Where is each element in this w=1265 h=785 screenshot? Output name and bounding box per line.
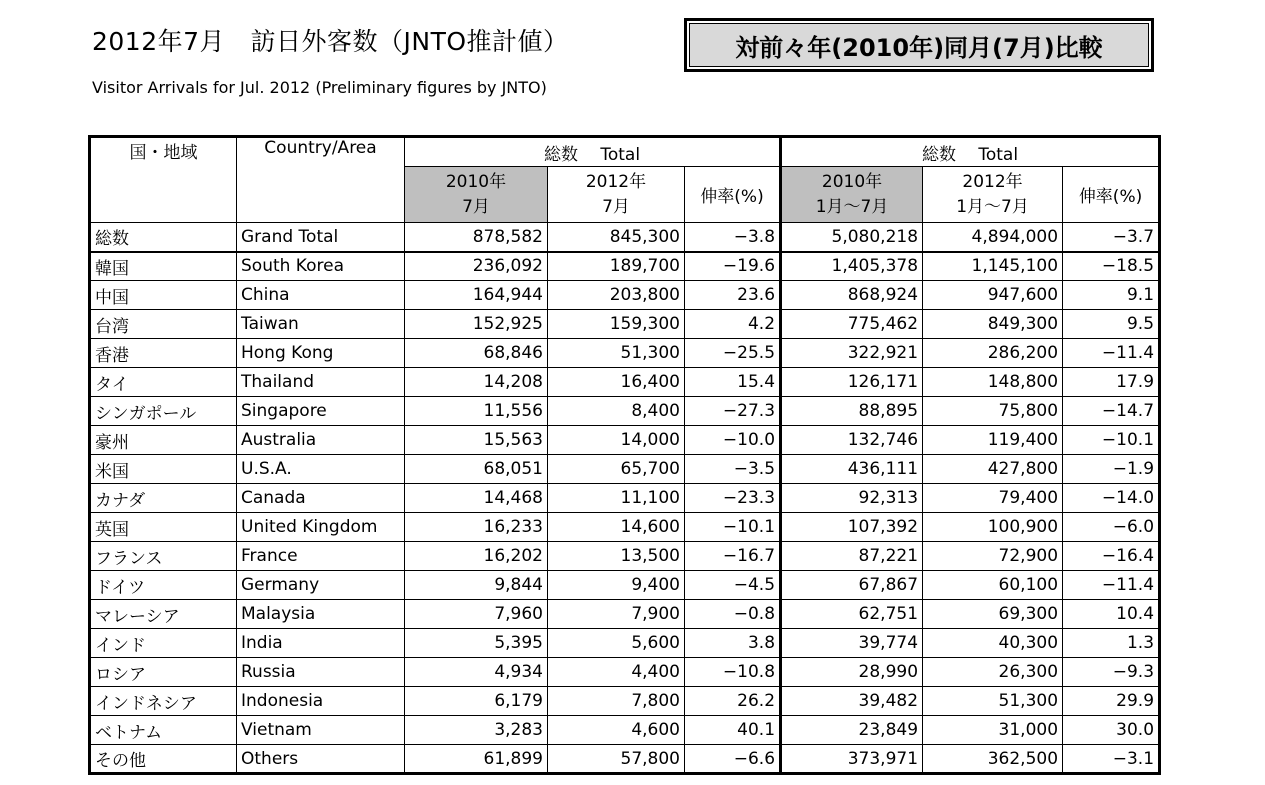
growth-rate-jul: −6.6	[685, 745, 781, 774]
visitor-arrivals-table	[88, 135, 1161, 775]
header-growth-month: 伸率(%)	[685, 167, 781, 223]
country-name-en: Others	[237, 745, 405, 774]
arrivals-jul-2010: 15,563	[405, 426, 548, 455]
arrivals-ytd-2012: 1,145,100	[923, 252, 1063, 281]
growth-rate-ytd: 30.0	[1063, 716, 1160, 745]
arrivals-ytd-2012: 849,300	[923, 310, 1063, 339]
table-row	[90, 600, 1160, 629]
arrivals-jul-2012: 5,600	[548, 629, 685, 658]
arrivals-ytd-2012: 362,500	[923, 745, 1063, 774]
table-row	[90, 513, 1160, 542]
growth-rate-jul: −3.5	[685, 455, 781, 484]
table-row	[90, 339, 1160, 368]
growth-rate-jul: 4.2	[685, 310, 781, 339]
country-name-en: United Kingdom	[237, 513, 405, 542]
arrivals-jul-2012: 57,800	[548, 745, 685, 774]
country-name-en: France	[237, 542, 405, 571]
arrivals-ytd-2010: 322,921	[781, 339, 923, 368]
country-name-en: Taiwan	[237, 310, 405, 339]
growth-rate-jul: −10.1	[685, 513, 781, 542]
growth-rate-ytd: −3.7	[1063, 223, 1160, 252]
arrivals-jul-2012: 845,300	[548, 223, 685, 252]
growth-rate-jul: 26.2	[685, 687, 781, 716]
arrivals-ytd-2012: 4,894,000	[923, 223, 1063, 252]
table-row	[90, 281, 1160, 310]
header-growth-ytd: 伸率(%)	[1063, 167, 1160, 223]
arrivals-jul-2010: 7,960	[405, 600, 548, 629]
arrivals-jul-2010: 236,092	[405, 252, 548, 281]
table-row	[90, 397, 1160, 426]
arrivals-jul-2010: 9,844	[405, 571, 548, 600]
arrivals-ytd-2012: 947,600	[923, 281, 1063, 310]
growth-rate-jul: −25.5	[685, 339, 781, 368]
country-name-ja: 中国	[90, 281, 237, 310]
country-name-ja: フランス	[90, 542, 237, 571]
growth-rate-ytd: 1.3	[1063, 629, 1160, 658]
arrivals-jul-2010: 878,582	[405, 223, 548, 252]
arrivals-jul-2010: 61,899	[405, 745, 548, 774]
growth-rate-jul: −4.5	[685, 571, 781, 600]
country-name-ja: 韓国	[90, 252, 237, 281]
arrivals-ytd-2012: 26,300	[923, 658, 1063, 687]
header-ytd-2012-year: 2012年	[962, 171, 1023, 192]
growth-rate-jul: 3.8	[685, 629, 781, 658]
page-title: 2012年7月 訪日外客数（JNTO推計値）	[92, 27, 569, 56]
arrivals-jul-2010: 152,925	[405, 310, 548, 339]
header-month-2012	[548, 167, 685, 223]
arrivals-ytd-2012: 31,000	[923, 716, 1063, 745]
comparison-label: 対前々年(2010年)同月(7月)比較	[735, 33, 1103, 62]
arrivals-ytd-2012: 119,400	[923, 426, 1063, 455]
country-name-ja: 台湾	[90, 310, 237, 339]
growth-rate-ytd: −3.1	[1063, 745, 1160, 774]
arrivals-ytd-2010: 67,867	[781, 571, 923, 600]
country-name-ja: 英国	[90, 513, 237, 542]
growth-rate-ytd: −14.7	[1063, 397, 1160, 426]
country-name-ja: 米国	[90, 455, 237, 484]
arrivals-jul-2012: 14,000	[548, 426, 685, 455]
growth-rate-ytd: 10.4	[1063, 600, 1160, 629]
arrivals-ytd-2012: 100,900	[923, 513, 1063, 542]
arrivals-ytd-2010: 92,313	[781, 484, 923, 513]
growth-rate-ytd: −9.3	[1063, 658, 1160, 687]
arrivals-jul-2012: 4,400	[548, 658, 685, 687]
header-month-2010-year: 2010年	[445, 171, 507, 192]
country-name-en: South Korea	[237, 252, 405, 281]
header-ytd-2012-period: 1月～7月	[956, 196, 1029, 217]
country-name-ja: 総数	[90, 223, 237, 252]
growth-rate-ytd: 9.1	[1063, 281, 1160, 310]
arrivals-ytd-2012: 148,800	[923, 368, 1063, 397]
country-name-en: Grand Total	[237, 223, 405, 252]
country-name-en: Hong Kong	[237, 339, 405, 368]
table-row	[90, 629, 1160, 658]
growth-rate-jul: −27.3	[685, 397, 781, 426]
arrivals-jul-2012: 4,600	[548, 716, 685, 745]
arrivals-jul-2010: 16,233	[405, 513, 548, 542]
table-row	[90, 426, 1160, 455]
arrivals-ytd-2010: 62,751	[781, 600, 923, 629]
growth-rate-ytd: 9.5	[1063, 310, 1160, 339]
country-name-en: Australia	[237, 426, 405, 455]
arrivals-ytd-2012: 40,300	[923, 629, 1063, 658]
arrivals-ytd-2010: 126,171	[781, 368, 923, 397]
country-name-ja: 豪州	[90, 426, 237, 455]
arrivals-jul-2010: 68,846	[405, 339, 548, 368]
arrivals-ytd-2012: 75,800	[923, 397, 1063, 426]
table-row	[90, 658, 1160, 687]
country-name-ja: ロシア	[90, 658, 237, 687]
arrivals-jul-2012: 65,700	[548, 455, 685, 484]
growth-rate-ytd: −18.5	[1063, 252, 1160, 281]
header-month-2012-year: 2012年	[585, 171, 647, 192]
growth-rate-jul: −16.7	[685, 542, 781, 571]
arrivals-ytd-2010: 39,482	[781, 687, 923, 716]
arrivals-jul-2010: 14,468	[405, 484, 548, 513]
arrivals-jul-2012: 16,400	[548, 368, 685, 397]
country-name-ja: カナダ	[90, 484, 237, 513]
arrivals-ytd-2010: 868,924	[781, 281, 923, 310]
table-row	[90, 484, 1160, 513]
growth-rate-jul: 23.6	[685, 281, 781, 310]
arrivals-ytd-2012: 69,300	[923, 600, 1063, 629]
arrivals-ytd-2010: 28,990	[781, 658, 923, 687]
country-name-en: China	[237, 281, 405, 310]
country-name-en: Canada	[237, 484, 405, 513]
growth-rate-ytd: −11.4	[1063, 571, 1160, 600]
arrivals-jul-2010: 3,283	[405, 716, 548, 745]
header-group-ytd: 総数 Total	[781, 137, 1160, 167]
arrivals-jul-2012: 9,400	[548, 571, 685, 600]
growth-rate-jul: 40.1	[685, 716, 781, 745]
growth-rate-jul: 15.4	[685, 368, 781, 397]
growth-rate-jul: −10.0	[685, 426, 781, 455]
growth-rate-ytd: −1.9	[1063, 455, 1160, 484]
arrivals-ytd-2010: 23,849	[781, 716, 923, 745]
arrivals-jul-2012: 13,500	[548, 542, 685, 571]
arrivals-ytd-2010: 373,971	[781, 745, 923, 774]
country-name-ja: インドネシア	[90, 687, 237, 716]
country-name-en: Malaysia	[237, 600, 405, 629]
growth-rate-jul: −19.6	[685, 252, 781, 281]
growth-rate-ytd: −11.4	[1063, 339, 1160, 368]
growth-rate-jul: −23.3	[685, 484, 781, 513]
country-name-ja: その他	[90, 745, 237, 774]
arrivals-jul-2010: 6,179	[405, 687, 548, 716]
header-month-2012-month: 7月	[602, 196, 630, 217]
arrivals-ytd-2010: 436,111	[781, 455, 923, 484]
country-name-ja: タイ	[90, 368, 237, 397]
country-name-ja: インド	[90, 629, 237, 658]
country-name-en: Thailand	[237, 368, 405, 397]
header-month-2010-month: 7月	[462, 196, 490, 217]
header-ytd-2010-period: 1月～7月	[815, 196, 889, 217]
arrivals-jul-2010: 14,208	[405, 368, 548, 397]
country-name-en: Singapore	[237, 397, 405, 426]
arrivals-ytd-2010: 87,221	[781, 542, 923, 571]
header-month-2010	[405, 167, 548, 223]
header-region-ja: 国・地域	[90, 137, 237, 223]
arrivals-ytd-2010: 88,895	[781, 397, 923, 426]
comparison-label-box	[684, 18, 1154, 72]
table-row-grand-total	[90, 223, 1160, 252]
arrivals-jul-2010: 68,051	[405, 455, 548, 484]
arrivals-jul-2012: 7,800	[548, 687, 685, 716]
arrivals-jul-2012: 7,900	[548, 600, 685, 629]
arrivals-jul-2012: 14,600	[548, 513, 685, 542]
arrivals-ytd-2012: 79,400	[923, 484, 1063, 513]
arrivals-jul-2012: 203,800	[548, 281, 685, 310]
arrivals-jul-2012: 189,700	[548, 252, 685, 281]
country-name-ja: ドイツ	[90, 571, 237, 600]
arrivals-jul-2010: 16,202	[405, 542, 548, 571]
header-group-month: 総数 Total	[405, 137, 781, 167]
table-row	[90, 542, 1160, 571]
arrivals-ytd-2012: 72,900	[923, 542, 1063, 571]
arrivals-jul-2012: 8,400	[548, 397, 685, 426]
growth-rate-ytd: −14.0	[1063, 484, 1160, 513]
arrivals-jul-2010: 11,556	[405, 397, 548, 426]
arrivals-jul-2012: 51,300	[548, 339, 685, 368]
table-row	[90, 571, 1160, 600]
table-row	[90, 455, 1160, 484]
header-ytd-2010-year: 2010年	[821, 171, 883, 192]
arrivals-ytd-2012: 51,300	[923, 687, 1063, 716]
country-name-en: Russia	[237, 658, 405, 687]
header-country-en: Country/Area	[237, 137, 405, 223]
table-row	[90, 252, 1160, 281]
table-row	[90, 687, 1160, 716]
country-name-en: Vietnam	[237, 716, 405, 745]
page-subtitle: Visitor Arrivals for Jul. 2012 (Preliminary figures by JNTO)	[92, 78, 547, 97]
arrivals-ytd-2012: 286,200	[923, 339, 1063, 368]
country-name-en: Germany	[237, 571, 405, 600]
country-name-ja: マレーシア	[90, 600, 237, 629]
header-ytd-2012	[923, 167, 1063, 223]
arrivals-ytd-2010: 775,462	[781, 310, 923, 339]
table-row	[90, 368, 1160, 397]
growth-rate-ytd: −6.0	[1063, 513, 1160, 542]
table-row	[90, 310, 1160, 339]
arrivals-ytd-2010: 1,405,378	[781, 252, 923, 281]
country-name-en: U.S.A.	[237, 455, 405, 484]
growth-rate-ytd: −16.4	[1063, 542, 1160, 571]
arrivals-ytd-2010: 107,392	[781, 513, 923, 542]
growth-rate-jul: −0.8	[685, 600, 781, 629]
growth-rate-ytd: 29.9	[1063, 687, 1160, 716]
arrivals-ytd-2010: 132,746	[781, 426, 923, 455]
growth-rate-jul: −10.8	[685, 658, 781, 687]
country-name-ja: ベトナム	[90, 716, 237, 745]
country-name-en: Indonesia	[237, 687, 405, 716]
arrivals-ytd-2010: 39,774	[781, 629, 923, 658]
arrivals-ytd-2012: 427,800	[923, 455, 1063, 484]
growth-rate-ytd: −10.1	[1063, 426, 1160, 455]
arrivals-jul-2010: 4,934	[405, 658, 548, 687]
country-name-en: India	[237, 629, 405, 658]
arrivals-jul-2012: 11,100	[548, 484, 685, 513]
arrivals-jul-2010: 164,944	[405, 281, 548, 310]
arrivals-ytd-2010: 5,080,218	[781, 223, 923, 252]
table-row	[90, 716, 1160, 745]
arrivals-jul-2010: 5,395	[405, 629, 548, 658]
country-name-ja: シンガポール	[90, 397, 237, 426]
arrivals-jul-2012: 159,300	[548, 310, 685, 339]
country-name-ja: 香港	[90, 339, 237, 368]
table-row	[90, 745, 1160, 774]
growth-rate-jul: −3.8	[685, 223, 781, 252]
header-ytd-2010	[781, 167, 923, 223]
growth-rate-ytd: 17.9	[1063, 368, 1160, 397]
arrivals-ytd-2012: 60,100	[923, 571, 1063, 600]
